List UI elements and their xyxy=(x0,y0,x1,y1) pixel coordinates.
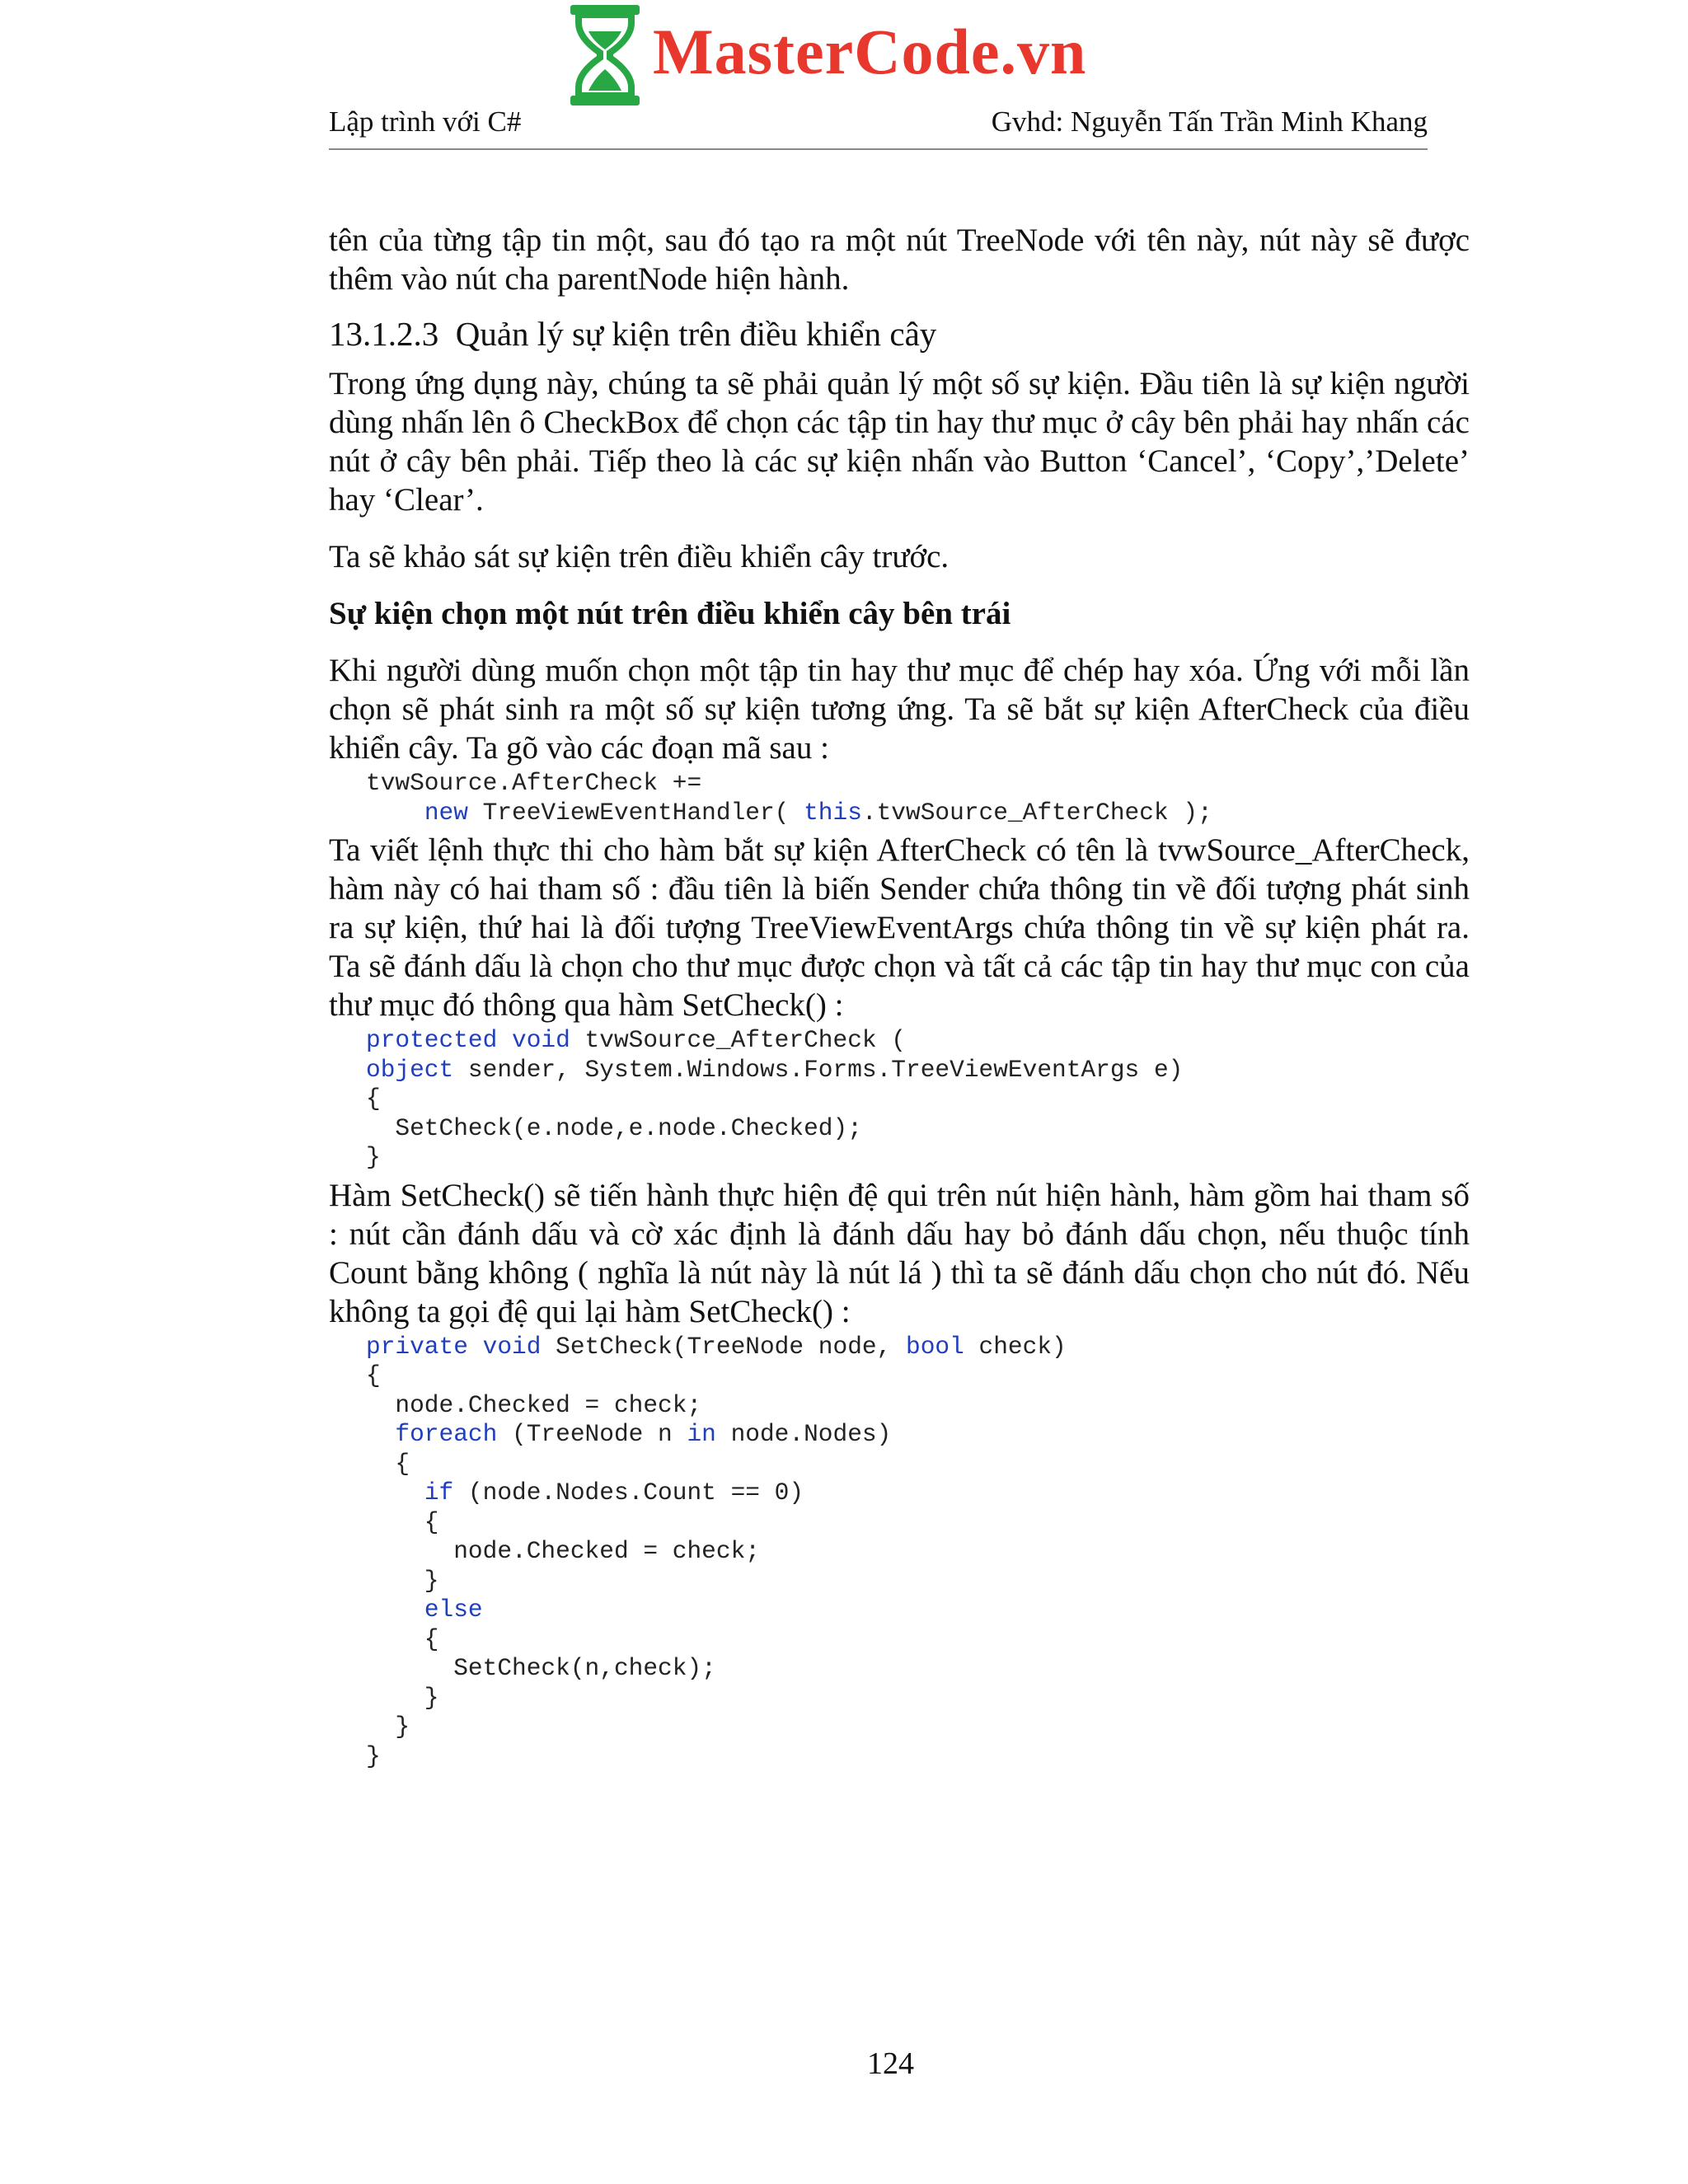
logo-text: MasterCode.vn xyxy=(653,16,1087,87)
page-content xyxy=(329,221,1470,1774)
section-heading xyxy=(329,313,1470,354)
code-block-aftercheck: protected void tvwSource_AfterCheck ( object sender, System.Windows.Forms.TreeViewEventArgs e) { SetCheck(e.node,e.node.Checked); } xyxy=(366,1026,1184,1171)
page-number: 124 xyxy=(867,2046,914,2081)
header-divider xyxy=(329,148,1428,150)
code-block-register: tvwSource.AfterCheck += new TreeViewEventHandler( this.tvwSource_AfterCheck ); xyxy=(366,769,1212,827)
paragraph-setcheck: Hàm SetCheck() sẽ tiến hành thực hiện đệ qui trên nút hiện hành, hàm gồm hai tham số : nút cần đánh dấu và cờ xác định là đánh dấu hay bỏ đánh dấu chọn, nếu thuộc tính Count bằng không ( nghĩa là nút này là nút lá ) thì ta sẽ đánh dấu chọn cho nút đó. Nếu không ta gọi đệ qui lại hàm SetCheck() : xyxy=(329,1177,1470,1329)
paragraph-handler: Ta viết lệnh thực thi cho hàm bắt sự kiện AfterCheck có tên là tvwSource_AfterCheck, hàm này có hai tham số : đầu tiên là biến Sender chứa thông tin về đối tượng phát sinh ra sự kiện, thứ hai là đối tượng TreeViewEventArgs chứa thông tin về sự kiện phát ra. Ta sẽ đánh dấu là chọn cho thư mục được chọn và tất cả các tập tin hay thư mục con của thư mục đó thông qua hàm SetCheck() : xyxy=(329,832,1470,1023)
header-instructor: Gvhd: Nguyễn Tấn Trần Minh Khang xyxy=(991,105,1428,138)
header-course-title: Lập trình với C# xyxy=(329,105,522,138)
paragraph-survey: Ta sẽ khảo sát sự kiện trên điều khiển cây trước. xyxy=(329,539,950,574)
section-title: Quản lý sự kiện trên điều khiển cây xyxy=(455,315,937,353)
bold-subheading: Sự kiện chọn một nút trên điều khiển cây bên trái xyxy=(329,596,1011,631)
mastercode-logo xyxy=(564,2,1108,109)
paragraph-select: Khi người dùng muốn chọn một tập tin hay thư mục để chép hay xóa. Ứng với mỗi lần chọn sẽ phát sinh ra một số sự kiện tương ứng. Ta sẽ bắt sự kiện AfterCheck của điều khiển cây. Ta gõ vào các đoạn mã sau : xyxy=(329,653,1470,766)
paragraph-events: Trong ứng dụng này, chúng ta sẽ phải quản lý một số sự kiện. Đầu tiên là sự kiện người dùng nhấn lên ô CheckBox để chọn các tập tin hay thư mục ở cây bên phải hay nhấn các nút ở cây bên phải. Tiếp theo là các sự kiện nhấn vào Button ‘Cancel’, ‘Copy’,’Delete’ hay ‘Clear’. xyxy=(329,366,1470,518)
paragraph-intro: tên của từng tập tin một, sau đó tạo ra một nút TreeNode với tên này, nút này sẽ được thêm vào nút cha parentNode hiện hành. xyxy=(329,223,1470,297)
hourglass-icon xyxy=(564,2,646,109)
code-block-setcheck: private void SetCheck(TreeNode node, bool check) { node.Checked = check; foreach (TreeNode n in node.Nodes) { if (node.Nodes.Count == 0) { node.Checked = check; } else { SetCheck(n,check); } } } xyxy=(366,1332,1067,1770)
section-number: 13.1.2.3 xyxy=(329,315,439,353)
